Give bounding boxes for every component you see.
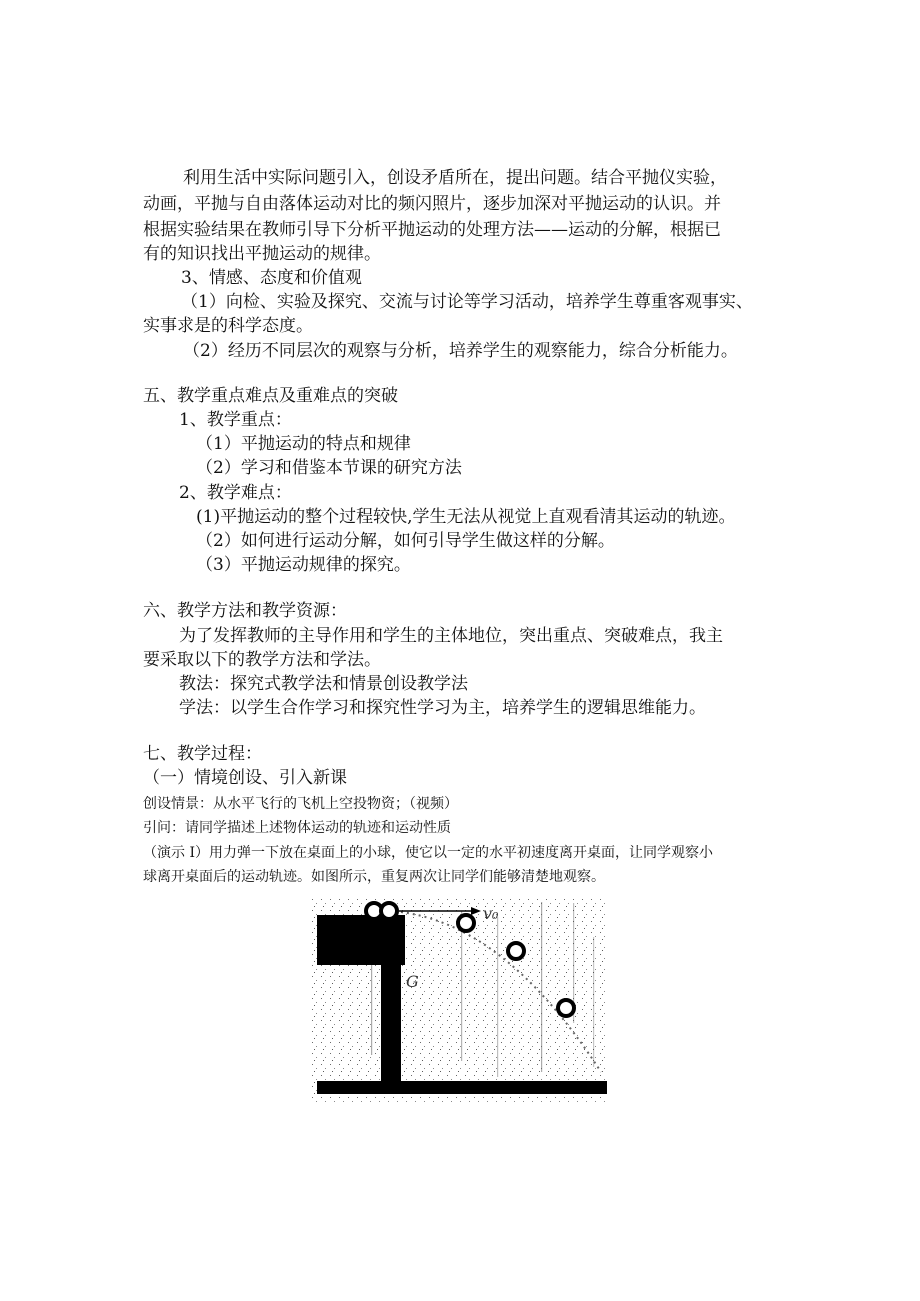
section-seven-title: 七、教学过程： xyxy=(143,744,262,764)
values-item-2: （2）经历不同层次的观察与分析，培养学生的观察能力，综合分析能力。 xyxy=(183,341,738,361)
difficult-point-2: （2）如何进行运动分解，如何引导学生做这样的分解。 xyxy=(196,531,615,551)
difficult-points-title: 2、教学难点： xyxy=(179,483,292,503)
scenario-text: 创设情景：从水平飞行的飞机上空投物资；（视频） xyxy=(143,796,458,812)
difficult-point-1: (1)平抛运动的整个过程较快,学生无法从视觉上直观看清其运动的轨迹。 xyxy=(196,507,736,527)
difficult-point-3: （3）平抛运动规律的探究。 xyxy=(196,555,411,575)
key-points-title: 1、教学重点： xyxy=(179,410,292,430)
methods-para-line-2: 要采取以下的教学方法和学法。 xyxy=(143,650,381,670)
learning-method: 学法：以学生合作学习和探究性学习为主，培养学生的逻辑思维能力。 xyxy=(179,698,706,718)
methods-para-line-1: 为了发挥教师的主导作用和学生的主体地位，突出重点、突破难点，我主 xyxy=(179,626,723,646)
section-five-title: 五、教学重点难点及重难点的突破 xyxy=(143,386,398,406)
question-text: 引问：请同学描述上述物体运动的轨迹和运动性质 xyxy=(143,820,451,836)
table-leg xyxy=(381,925,401,1085)
velocity-label: v₀ xyxy=(483,904,499,923)
floor xyxy=(317,1081,607,1094)
ball-position-2 xyxy=(458,915,474,931)
demo-line-2: 球离开桌面后的运动轨迹。如图所示，重复两次让同学们能够清楚地观察。 xyxy=(143,869,605,885)
intro-line-2: 动画，平抛与自由落体运动对比的频闪照片，逐步加深对平抛运动的认识。并 xyxy=(143,194,721,214)
teaching-method: 教法：探究式教学法和情景创设教学法 xyxy=(179,674,468,694)
key-point-2: （2）学习和借鉴本节课的研究方法 xyxy=(196,458,462,478)
values-item-1-line-1: （1）向检、实验及探究、交流与讨论等学习活动，培养学生尊重客观事实、 xyxy=(181,292,753,312)
gravity-label: G xyxy=(406,972,419,991)
intro-line-3: 根据实验结果在教师引导下分析平抛运动的处理方法——运动的分解，根据已 xyxy=(143,220,721,240)
values-item-1-line-2: 实事求是的科学态度。 xyxy=(143,316,313,336)
demo-line-1: （演示 I）用力弹一下放在桌面上的小球，使它以一定的水平初速度离开桌面，让同学观察小 xyxy=(143,845,713,861)
intro-line-4: 有的知识找出平抛运动的规律。 xyxy=(143,244,381,264)
key-point-1: （1）平抛运动的特点和规律 xyxy=(196,434,411,454)
section-six-title: 六、教学方法和教学资源： xyxy=(143,601,347,621)
values-title: 3、情感、态度和价值观 xyxy=(181,268,362,288)
projectile-motion-figure xyxy=(311,897,607,1102)
intro-line-1: 利用生活中实际问题引入，创设矛盾所在，提出问题。结合平抛仪实验， xyxy=(183,168,727,188)
ball-position-4 xyxy=(558,1000,574,1016)
ball-position-3 xyxy=(508,943,524,959)
section-seven-subtitle: （一）情境创设、引入新课 xyxy=(143,768,347,788)
ball-edge xyxy=(381,903,397,919)
